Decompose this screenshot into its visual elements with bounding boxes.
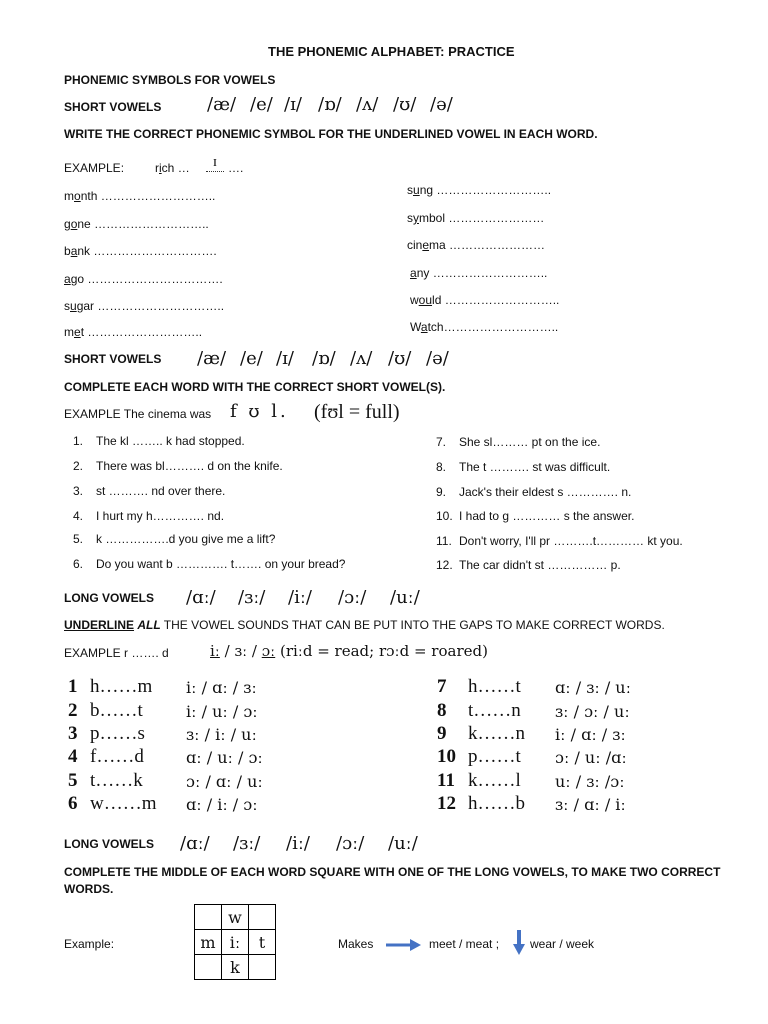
long-vowels-label: LONG VOWELS xyxy=(64,591,154,605)
answer-gap: ……………………….. xyxy=(433,183,552,197)
word-post: mbol xyxy=(419,211,446,225)
square-right: t xyxy=(249,930,276,955)
vowel-options: iː / uː / ɔː xyxy=(186,702,258,721)
vowel-options: ɔː / ɑː / uː xyxy=(186,772,263,791)
sentence-number: 3. xyxy=(73,484,84,498)
gap-word: k……n xyxy=(468,723,525,744)
short-vowels-label-2: SHORT VOWELS xyxy=(64,352,162,366)
phonemic-symbol: /ɔː/ xyxy=(338,587,367,608)
example-dots: …. xyxy=(228,161,244,175)
gap-number: 1 xyxy=(68,676,78,697)
short-vowels-label: SHORT VOWELS xyxy=(64,100,162,114)
word-item xyxy=(407,183,551,197)
underlined-vowel: a xyxy=(64,272,71,286)
instruction-4-line-2: WORDS. xyxy=(64,882,114,896)
phonemic-symbol: /e/ xyxy=(250,94,273,115)
example-label: EXAMPLE: xyxy=(64,161,125,175)
phonemic-symbol: /ɜː/ xyxy=(233,833,261,854)
vowel-options: ɔː / uː /ɑː xyxy=(555,748,627,767)
example-3-options: iː / ɜː / ɔː (riːd = read; rɔːd = roared) xyxy=(210,642,488,660)
word-post: ne xyxy=(77,217,91,231)
gap-word: k……l xyxy=(468,770,521,791)
phonemic-symbol: /ɪ/ xyxy=(284,94,302,115)
instruction-4-line-1: COMPLETE THE MIDDLE OF EACH WORD SQUARE WITH ONE OF THE LONG VOWELS, TO MAKE TWO CORRECT xyxy=(64,865,721,879)
vowel-options: ɜː / iː / uː xyxy=(186,725,257,744)
word-item xyxy=(410,293,559,307)
word-pre: s xyxy=(407,211,413,225)
answer-gap: ……………………………. xyxy=(84,272,223,286)
arrow-right-icon xyxy=(386,938,422,952)
phonemic-symbol: /iː/ xyxy=(288,587,312,608)
phonemic-symbol: /e/ xyxy=(240,348,263,369)
phonemic-symbol: /iː/ xyxy=(286,833,310,854)
phonemic-symbol: /ɪ/ xyxy=(276,348,294,369)
example-4-label: Example: xyxy=(64,937,115,951)
phonemic-symbol: /ɑː/ xyxy=(180,833,210,854)
underlined-vowel: o xyxy=(70,217,78,231)
answer-gap: …………………… xyxy=(445,211,545,225)
square-left: m xyxy=(195,930,222,955)
word-square xyxy=(194,904,276,980)
word-post: ma xyxy=(429,238,446,252)
vowel-options: ɑː / iː / ɔː xyxy=(186,795,258,814)
underlined-vowel: u xyxy=(413,183,420,197)
square-cell xyxy=(195,905,222,930)
page-title: THE PHONEMIC ALPHABET: PRACTICE xyxy=(268,44,515,59)
vowel-options: iː / ɑː / ɜː xyxy=(186,678,257,697)
underlined-vowel: a xyxy=(410,266,417,280)
phonemic-symbol: /ɔː/ xyxy=(336,833,365,854)
gap-word: w……m xyxy=(90,793,157,814)
word-pre: m xyxy=(64,189,74,203)
makes-vertical: wear / week xyxy=(530,937,595,951)
underlined-vowel: ou xyxy=(418,293,433,307)
sentence-number: 1. xyxy=(73,434,84,448)
sentence-number: 2. xyxy=(73,459,84,473)
phonemic-symbol: /ɒ/ xyxy=(318,94,342,115)
square-cell xyxy=(195,955,222,980)
answer-gap: ……………………….. xyxy=(97,189,216,203)
sentence-text: Don't worry, I'll pr ……….t………… kt you. xyxy=(459,534,683,548)
answer-gap: …………………… xyxy=(445,238,546,252)
vowel-options: iː / ɑː / ɜː xyxy=(555,725,626,744)
answer-gap: ……………………….. xyxy=(84,325,203,339)
sentence-text: st ………. nd over there. xyxy=(96,484,226,498)
answer-gap: ……………………….. xyxy=(90,217,209,231)
phonemic-symbol: /ɑː/ xyxy=(186,587,216,608)
phonemic-symbol: /ʌ/ xyxy=(350,348,373,369)
word-post: ld xyxy=(432,293,442,307)
word-item xyxy=(64,217,209,231)
sentence-number: 5. xyxy=(73,532,84,546)
underlined-vowel: y xyxy=(413,211,419,225)
vowel-options: ɑː / ɜː / uː xyxy=(555,678,631,697)
example-3-text: EXAMPLE r ……. d xyxy=(64,646,169,660)
example-2-answer: f ʊ l. xyxy=(230,401,289,422)
example-word: rich … xyxy=(155,161,190,175)
vowels-heading: PHONEMIC SYMBOLS FOR VOWELS xyxy=(64,73,276,87)
phonemic-symbol: /uː/ xyxy=(390,587,420,608)
gap-number: 8 xyxy=(437,700,447,721)
sentence-text: The car didn't st …………… p. xyxy=(459,558,621,572)
instruction-2: COMPLETE EACH WORD WITH THE CORRECT SHORT VOWEL(S). xyxy=(64,380,446,394)
phonemic-symbol: /ə/ xyxy=(430,94,453,115)
answer-gap: …………………………. xyxy=(90,244,217,258)
gap-number: 9 xyxy=(437,723,447,744)
underlined-vowel: e xyxy=(422,238,430,252)
square-center: iː xyxy=(222,930,249,955)
answer-gap: ………………………….. xyxy=(94,299,225,313)
gap-number: 4 xyxy=(68,746,78,767)
gap-number: 10 xyxy=(437,746,456,767)
gap-number: 12 xyxy=(437,793,456,814)
instruction-3: UNDERLINE ALL THE VOWEL SOUNDS THAT CAN BE PUT INTO THE GAPS TO MAKE CORRECT WORDS. xyxy=(64,618,665,632)
word-item xyxy=(64,189,215,203)
gap-word: p……s xyxy=(90,723,145,744)
underlined-vowel: u xyxy=(70,299,77,313)
word-pre: m xyxy=(64,325,74,339)
gap-number: 3 xyxy=(68,723,78,744)
example-answer: ɪ xyxy=(206,154,224,172)
word-item xyxy=(410,266,547,280)
sentence-number: 4. xyxy=(73,509,84,523)
sentence-number: 8. xyxy=(436,460,447,474)
vowel-options: ɑː / uː / ɔː xyxy=(186,748,263,767)
gap-word: h……t xyxy=(468,676,521,697)
word-pre: w xyxy=(410,293,419,307)
example-2-text: EXAMPLE The cinema was xyxy=(64,407,212,421)
sentence-text: There was bl………. d on the knife. xyxy=(96,459,283,473)
phonemic-symbol: /ʊ/ xyxy=(388,348,412,369)
gap-word: h……b xyxy=(468,793,525,814)
answer-gap: ……………………….. xyxy=(441,293,560,307)
underlined-vowel: a xyxy=(70,244,78,258)
phonemic-symbol: /ɒ/ xyxy=(312,348,336,369)
word-post: go xyxy=(70,272,85,286)
sentence-number: 7. xyxy=(436,435,447,449)
gap-number: 2 xyxy=(68,700,78,721)
sentence-text: I hurt my h…………. nd. xyxy=(96,509,225,523)
phonemic-symbol: /æ/ xyxy=(207,94,237,115)
gap-word: p……t xyxy=(468,746,521,767)
gap-word: h……m xyxy=(90,676,153,697)
sentence-text: The kl …….. k had stopped. xyxy=(96,434,245,448)
sentence-number: 9. xyxy=(436,485,447,499)
vowel-options: ɜː / ɑː / iː xyxy=(555,795,626,814)
gap-number: 6 xyxy=(68,793,78,814)
word-pre: g xyxy=(64,217,71,231)
square-top: w xyxy=(222,905,249,930)
makes-horizontal: meet / meat ; xyxy=(429,937,500,951)
gap-word: b……t xyxy=(90,700,143,721)
word-item xyxy=(64,244,217,258)
gap-word: t……n xyxy=(468,700,521,721)
square-cell xyxy=(249,955,276,980)
underlined-vowel: o xyxy=(74,189,81,203)
gap-word: f……d xyxy=(90,746,144,767)
word-post: ny xyxy=(416,266,430,280)
sentence-number: 11. xyxy=(436,534,452,548)
word-post: t xyxy=(80,325,85,339)
word-post: gar xyxy=(76,299,95,313)
sentence-number: 6. xyxy=(73,557,84,571)
vowel-options: ɜː / ɔː / uː xyxy=(555,702,630,721)
sentence-text: She sl……… pt on the ice. xyxy=(459,435,601,449)
gap-number: 5 xyxy=(68,770,78,791)
word-pre: s xyxy=(64,299,70,313)
sentence-number: 12. xyxy=(436,558,453,572)
example-2-note: (fʊl = full) xyxy=(314,401,400,423)
square-bottom: k xyxy=(222,955,249,980)
phonemic-symbol: /æ/ xyxy=(197,348,227,369)
sentence-text: Jack's their eldest s …………. n. xyxy=(459,485,632,499)
sentence-text: The t ………. st was difficult. xyxy=(459,460,611,474)
phonemic-symbol: /uː/ xyxy=(388,833,418,854)
word-item xyxy=(64,299,224,313)
vowel-options: uː / ɜː /ɔː xyxy=(555,772,625,791)
word-post: nth xyxy=(80,189,98,203)
underlined-vowel: e xyxy=(74,325,81,339)
answer-gap: ……………………….. xyxy=(443,320,559,334)
arrow-down-icon xyxy=(512,930,526,956)
word-post: ng xyxy=(419,183,434,197)
word-pre: cin xyxy=(407,238,423,252)
gap-number: 7 xyxy=(437,676,447,697)
word-pre: W xyxy=(410,320,421,334)
word-item xyxy=(64,325,202,339)
square-cell xyxy=(249,905,276,930)
sentence-text: I had to g ………… s the answer. xyxy=(459,509,635,523)
long-vowels-label-2: LONG VOWELS xyxy=(64,837,154,851)
word-item xyxy=(407,238,545,252)
word-post: tch xyxy=(427,320,444,334)
word-item xyxy=(407,211,544,225)
phonemic-symbol: /ʊ/ xyxy=(393,94,417,115)
word-post: nk xyxy=(77,244,91,258)
phonemic-symbol: /ə/ xyxy=(426,348,449,369)
sentence-number: 10. xyxy=(436,509,453,523)
gap-number: 11 xyxy=(437,770,455,791)
makes-label: Makes xyxy=(338,937,374,951)
word-pre: b xyxy=(64,244,71,258)
underlined-vowel: a xyxy=(420,320,428,334)
gap-word: t……k xyxy=(90,770,143,791)
answer-gap: ……………………….. xyxy=(429,266,548,280)
phonemic-symbol: /ɜː/ xyxy=(238,587,266,608)
word-item xyxy=(64,272,223,286)
word-item xyxy=(410,320,558,334)
word-pre: s xyxy=(407,183,413,197)
sentence-text: Do you want b …………. t……. on your bread? xyxy=(96,557,346,571)
instruction-1: WRITE THE CORRECT PHONEMIC SYMBOL FOR THE UNDERLINED VOWEL IN EACH WORD. xyxy=(64,127,598,141)
phonemic-symbol: /ʌ/ xyxy=(356,94,379,115)
sentence-text: k …………….d you give me a lift? xyxy=(96,532,276,546)
